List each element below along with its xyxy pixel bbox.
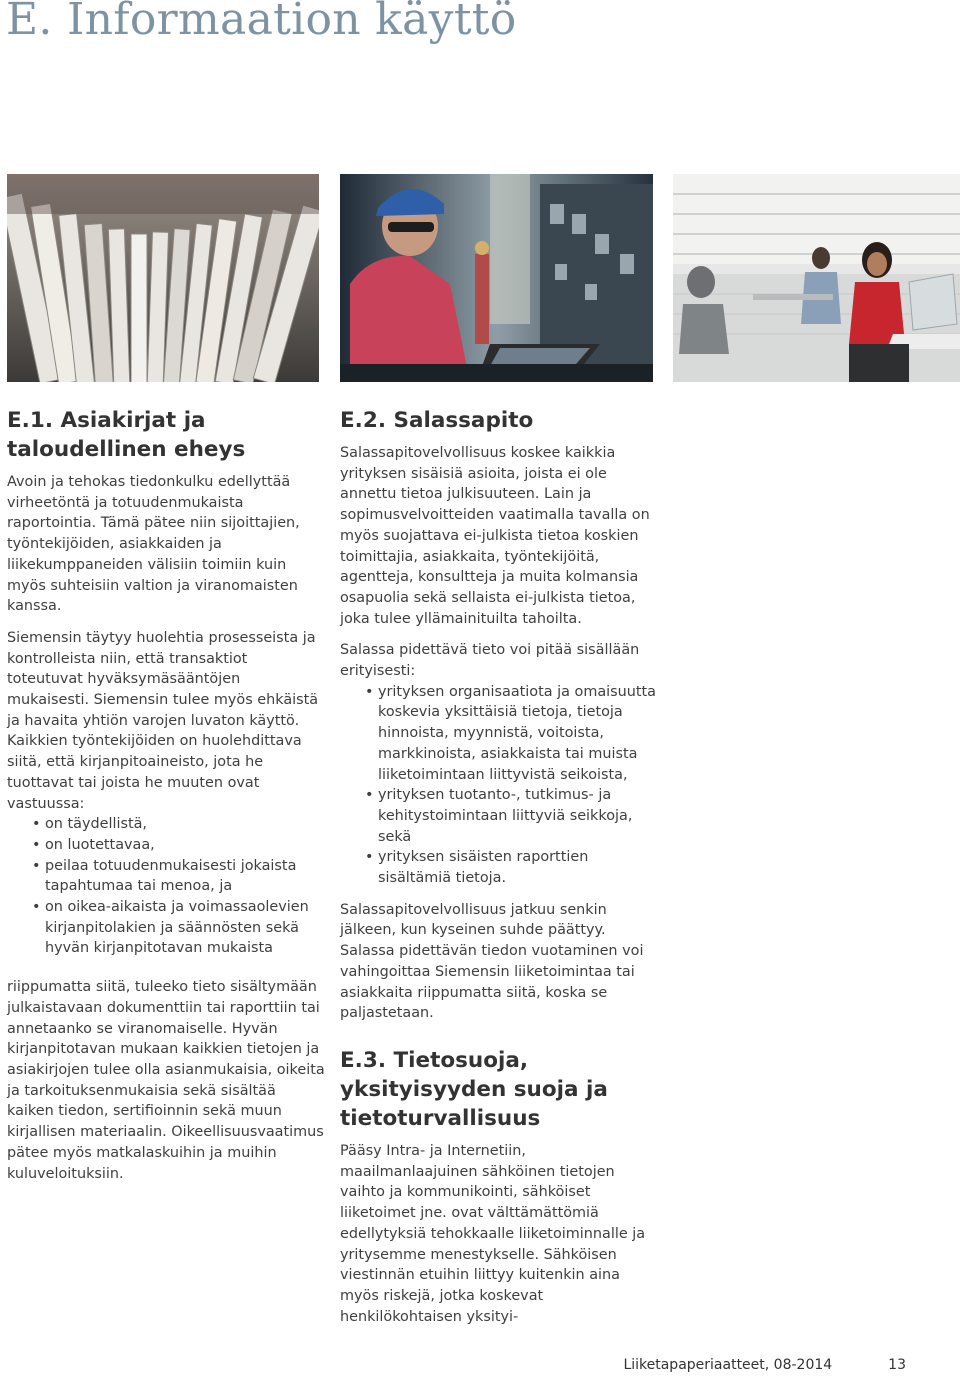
- page-footer: [623, 1357, 906, 1373]
- list-item: • yrityksen organisaatiota ja omaisuutta koskevia yksittäisiä tietoja, tietoja hinnoista, myynnistä, voitoista, markkinoista, asiakkaista tai muista liiketoimintaan liittyvistä seikoista,: [378, 682, 658, 786]
- footer-document-title: Liiketapaperiaatteet, 08-2014: [623, 1357, 833, 1373]
- section-e2-paragraph-2: Salassa pidettävä tieto voi pitää sisällään erityisesti:: [340, 642, 640, 680]
- page-number: 13: [888, 1357, 906, 1373]
- list-item: • peilaa totuudenmukaisesti jokaista tapahtumaa tai menoa, ja: [45, 856, 325, 897]
- paper-documents-photo: [7, 174, 319, 382]
- section-e1-heading: E.1. Asiakirjat ja taloudellinen eheys: [7, 408, 246, 462]
- section-e3-heading: E.3. Tietosuoja, yksityisyyden suoja ja tietoturvallisuus: [340, 1047, 608, 1131]
- page-title: E. Informaation käyttö: [6, 0, 517, 45]
- section-e1-paragraph-3: riippumatta siitä, tuleeko tieto sisältymään julkaistavaan dokumenttiin tai raporttiin tai annetaanko se viranomaiselle. Hyvän kirjanpitotavan mukaan kaikkien tietojen ja asiakirjojen tulee olla asianmukaisia, oikeita ja tarkoituksenmukaisia sekä sisältää kaiken tiedon, sertifioinnin sekä muun kirjallisen materiaalin. Oikeellisuusvaatimus pätee myös matkalaskuihin ja muihin kuluveloituksiin.: [7, 979, 325, 1182]
- list-item: • yrityksen tuotanto-, tutkimus- ja kehitystoimintaan liittyviä seikkoja, sekä: [378, 785, 658, 847]
- section-e2-heading: E.2. Salassapito: [340, 408, 534, 433]
- column-left: [7, 406, 325, 1195]
- list-item: • on luotettavaa,: [45, 835, 325, 856]
- section-e2-bullet-list: [340, 682, 658, 889]
- worker-with-laptop-photo: [340, 174, 653, 382]
- section-e2-paragraph-1: Salassapitovelvollisuus koskee kaikkia yrityksen sisäisiä asioita, joista ei ole annettu tietoa julkisuuteen. Lain ja sopimusvelvoitteiden vaatimalla tavalla on myös suojattava ei-julkista tietoa koskien toimittajia, asiakkaita, työntekijöitä, agentteja, konsultteja ja muita kolmansia osapuolia sekä sellaista ei-julkista tietoa, joka tulee yllämainituilta tahoilta.: [340, 445, 650, 627]
- list-item: • yrityksen sisäisten raporttien sisältämiä tietoja.: [378, 847, 658, 888]
- section-e1-bullet-list: [7, 814, 325, 959]
- section-e2-paragraph-3: Salassapitovelvollisuus jatkuu senkin jälkeen, kun kyseinen suhde päättyy. Salassa pidettävän tiedon vuotaminen voi vahingoittaa Siemensin liiketoimintaa tai asiakkaita riippumatta siitä, koska se paljastetaan.: [340, 901, 644, 1022]
- column-right: [340, 406, 658, 1338]
- office-meeting-photo: [673, 174, 960, 382]
- list-item: • on täydellistä,: [45, 814, 325, 835]
- section-e3-paragraph-1: Pääsy Intra- ja Internetiin, maailmanlaajuinen sähköinen tietojen vaihto ja kommunikointi, sähköiset liiketoimet jne. ovat välttämättömiä edellytyksiä tehokkaalle liiketoiminnalle ja yritysemme menestykselle. Sähköisen viestinnän etuihin liittyy kuitenkin aina myös riskejä, jotka koskevat henkilökohtaisen yksityi-: [340, 1142, 646, 1325]
- section-e1-paragraph-1: Avoin ja tehokas tiedonkulku edellyttää virheetöntä ja totuudenmukaista raportointia. Tämä pätee niin sijoittajien, työntekijöiden, asiakkaiden ja liikekumppaneiden välisiin toimiin kuin myös suhteisiin valtion ja viranomaisten kanssa.: [7, 474, 300, 615]
- list-item: • on oikea-aikaista ja voimassaolevien kirjanpitolakien ja säännösten sekä hyvän kirjanpitotavan mukaista: [45, 897, 325, 959]
- section-e1-paragraph-2: Siemensin täytyy huolehtia prosesseista ja kontrolleista niin, että transaktiot toteutuvat hyväksymäsääntöjen mukaisesti. Siemensin tulee myös ehkäistä ja havaita yhtiön varojen luvaton käyttö. Kaikkien työntekijöiden on huolehdittava siitä, että kirjanpitoaineisto, jota he tuottavat tai joista he muuten ovat vastuussa:: [7, 629, 319, 812]
